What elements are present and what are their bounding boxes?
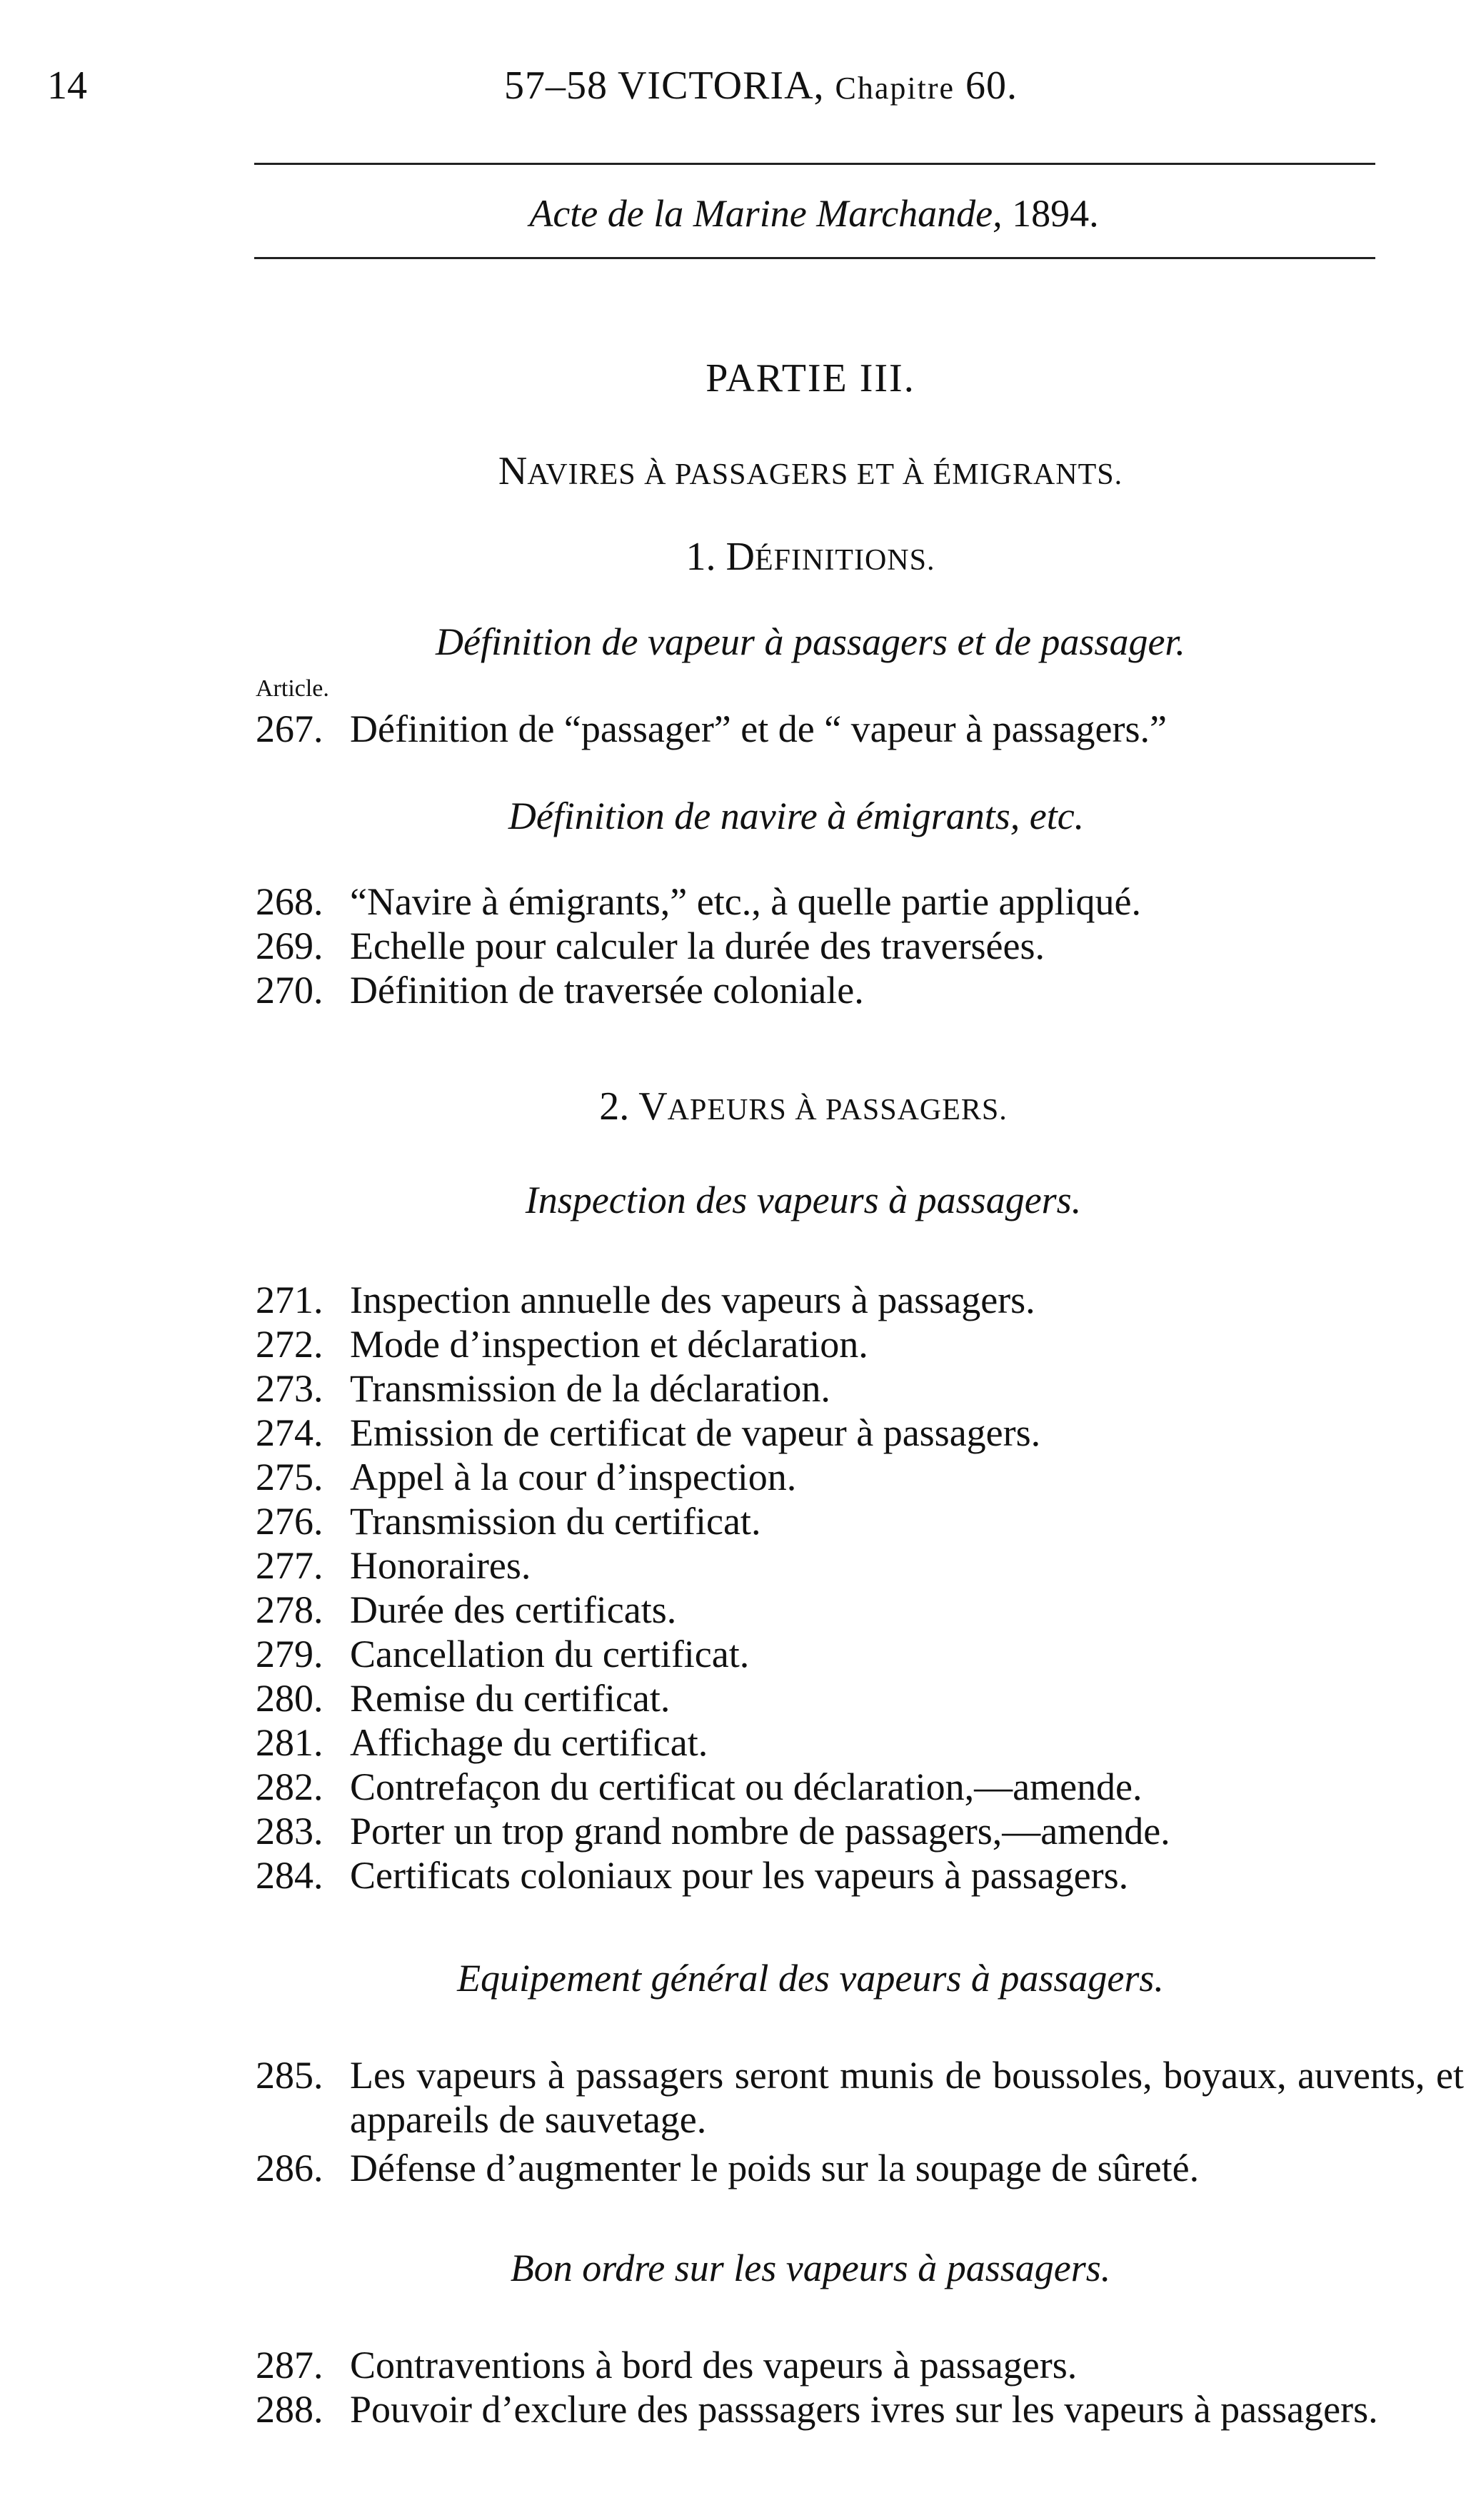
article-number: 279. (256, 1633, 323, 1675)
section-heading-2 (0, 1084, 1466, 1129)
list-item (256, 2387, 1464, 2431)
article-number: 284. (256, 1854, 323, 1897)
article-number: 282. (256, 1765, 323, 1808)
list-item (256, 1720, 708, 1765)
act-title (0, 191, 1466, 236)
running-head-main: 57–58 VICTORIA, (504, 64, 835, 108)
part-subtitle-rest: AVIRES À PASSAGERS ET À ÉMIGRANTS. (527, 458, 1123, 491)
article-text: Les vapeurs à passagers seront munis de boussoles, boyaux, auvents, et appareils de sauvetage. (350, 2054, 1464, 2141)
article-number: 277. (256, 1544, 323, 1587)
article-text: Emission de certificat de vapeur à passagers. (350, 1411, 1041, 1454)
article-number: 278. (256, 1588, 323, 1631)
article-number: 288. (256, 2388, 323, 2431)
page-number: 14 (47, 64, 87, 108)
article-text: Affichage du certificat. (350, 1721, 708, 1764)
section-2-rest: APEURS À PASSAGERS. (667, 1094, 1008, 1127)
section-2-initial: V (638, 1084, 668, 1129)
article-number: 270. (256, 969, 323, 1012)
article-text: Appel à la cour d’inspection. (350, 1456, 797, 1498)
article-number: 287. (256, 2344, 323, 2387)
list-item (256, 707, 1167, 751)
article-text: Mode d’inspection et déclaration. (350, 1323, 868, 1366)
list-item (256, 1499, 760, 1543)
list-item (256, 1588, 676, 1632)
article-text: Remise du certificat. (350, 1677, 671, 1720)
article-text: Contrefaçon du certificat ou déclaration,—amende. (350, 1765, 1143, 1808)
article-text: Transmission du certificat. (350, 1500, 761, 1543)
section-2-number: 2. (599, 1084, 639, 1129)
article-number: 280. (256, 1677, 323, 1720)
article-number: 281. (256, 1721, 323, 1764)
list-item (256, 2343, 1077, 2387)
article-label: Article. (256, 675, 329, 702)
article-number: 272. (256, 1323, 323, 1366)
list-item (256, 1632, 749, 1676)
subhead-bon-ordre: Bon ordre sur les vapeurs à passagers. (510, 2247, 1111, 2289)
article-text: Porter un trop grand nombre de passagers,—amende. (350, 1810, 1170, 1853)
subhead-inspection: Inspection des vapeurs à passagers. (525, 1179, 1082, 1221)
list-item (256, 1809, 1170, 1853)
article-text: “Navire à émigrants,” etc., à quelle partie appliqué. (350, 880, 1141, 923)
act-title-name: Acte de la Marine Marchande, (529, 192, 1003, 235)
article-text: Cancellation du certificat. (350, 1633, 750, 1675)
article-number: 268. (256, 880, 323, 923)
running-head-chapter: Chapitre (835, 71, 955, 106)
list-item (256, 880, 1141, 924)
list-item (256, 1322, 868, 1366)
list-item (256, 968, 864, 1012)
article-number: 276. (256, 1500, 323, 1543)
article-text: Durée des certificats. (350, 1588, 677, 1631)
article-text: Honoraires. (350, 1544, 531, 1587)
running-head (504, 63, 1018, 109)
subhead-definition-navire: Définition de navire à émigrants, etc. (508, 795, 1085, 837)
section-heading-1 (0, 534, 1466, 580)
article-text: Transmission de la déclaration. (350, 1367, 830, 1410)
list-item (256, 1676, 670, 1720)
article-number: 285. (256, 2054, 323, 2097)
list-item (256, 2053, 1464, 2142)
article-text: Echelle pour calculer la durée des traversées. (350, 924, 1045, 967)
part-title: PARTIE III. (706, 356, 915, 400)
article-text: Pouvoir d’exclure des passsagers ivres sur les vapeurs à passagers. (350, 2388, 1378, 2431)
article-number: 286. (256, 2147, 323, 2189)
article-number: 267. (256, 707, 323, 750)
article-number: 274. (256, 1411, 323, 1454)
list-item (256, 1411, 1040, 1455)
list-item (256, 1543, 531, 1588)
article-text: Contraventions à bord des vapeurs à passagers. (350, 2344, 1078, 2387)
section-1-number: 1. (686, 535, 726, 579)
section-1-rest: ÉFINITIONS. (754, 544, 935, 577)
list-item (256, 2146, 1199, 2190)
top-rule (254, 163, 1375, 165)
list-item (256, 1853, 1128, 1897)
part-subtitle (0, 448, 1466, 494)
act-year: 1894. (1002, 192, 1099, 235)
running-head-chapter-number: 60. (955, 64, 1018, 108)
list-item (256, 1765, 1143, 1809)
article-text: Certificats coloniaux pour les vapeurs à passagers. (350, 1854, 1129, 1897)
bottom-rule (254, 257, 1375, 259)
article-number: 269. (256, 924, 323, 967)
article-text: Inspection annuelle des vapeurs à passagers. (350, 1279, 1035, 1321)
article-text: Définition de “passager” et de “ vapeur à passagers.” (350, 707, 1167, 750)
section-1-initial: D (726, 535, 755, 579)
article-text: Définition de traversée coloniale. (350, 969, 864, 1012)
part-subtitle-initial: N (498, 449, 528, 493)
article-number: 271. (256, 1279, 323, 1321)
list-item (256, 1278, 1035, 1322)
article-number: 283. (256, 1810, 323, 1853)
list-item (256, 1455, 796, 1499)
subhead-equipement: Equipement général des vapeurs à passagers. (457, 1957, 1164, 2000)
list-item (256, 924, 1045, 968)
subhead-definition-vapeur: Définition de vapeur à passagers et de passager. (436, 620, 1185, 663)
list-item (256, 1366, 830, 1411)
article-number: 273. (256, 1367, 323, 1410)
article-text: Défense d’augmenter le poids sur la soupage de sûreté. (350, 2147, 1200, 2189)
article-number: 275. (256, 1456, 323, 1498)
